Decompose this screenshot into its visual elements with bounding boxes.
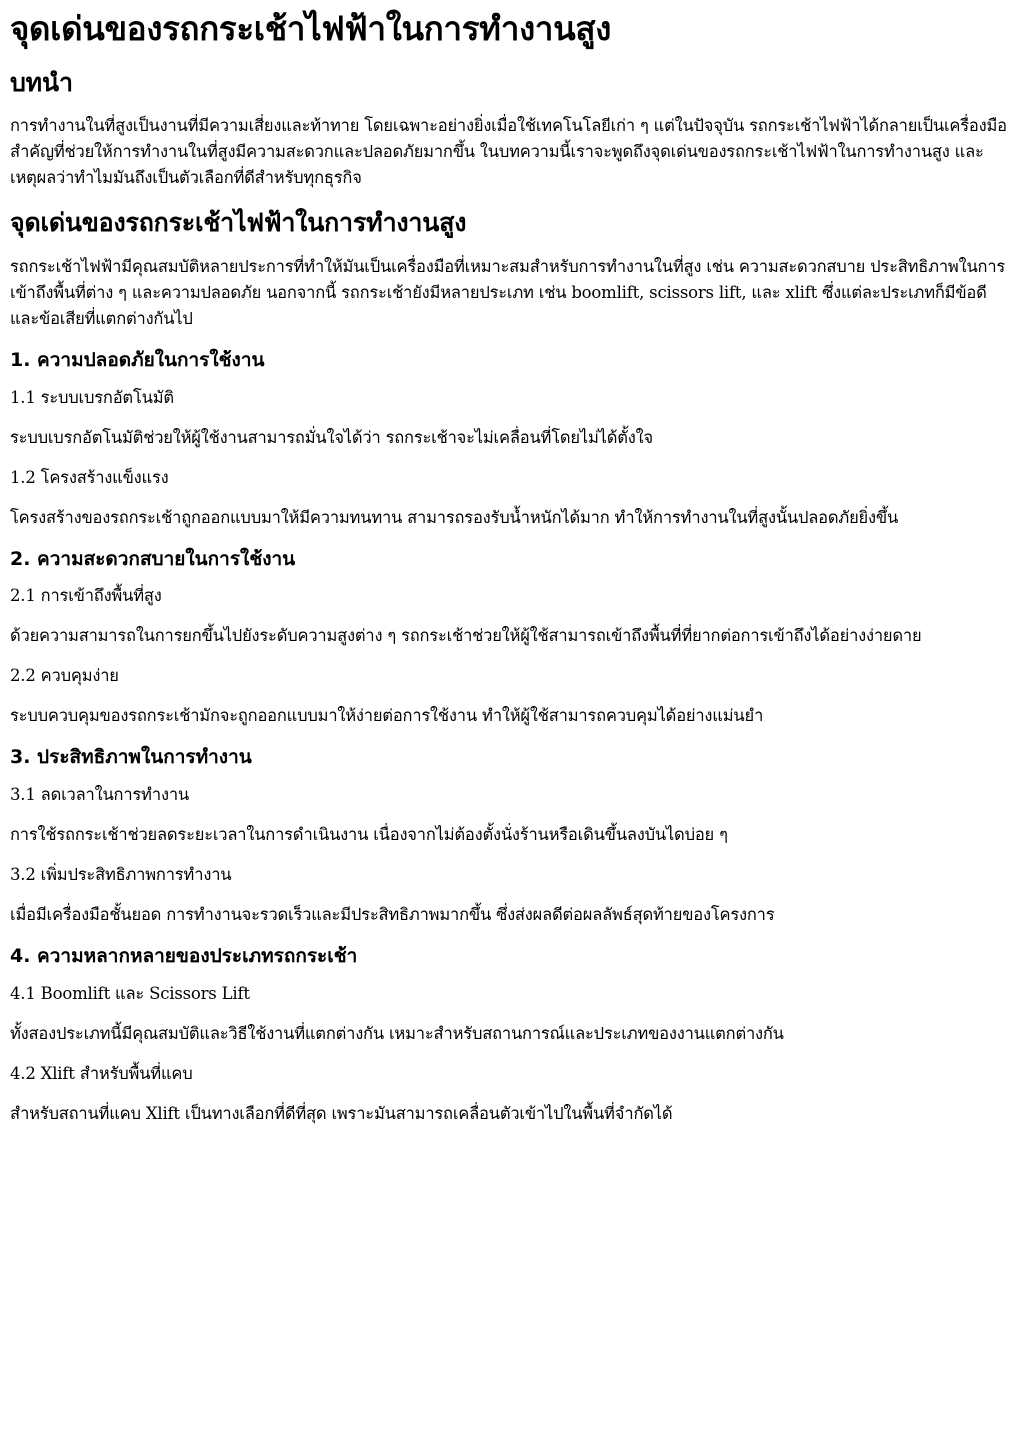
section-2-2-text: ระบบควบคุมของรถกระเช้ามักจะถูกออกแบบมาให้ง่ายต่อการใช้งาน ทำให้ผู้ใช้สามารถควบคุมได้อย่างแม่นยำ xyxy=(10,706,764,726)
section-4-1-subheading: 4.1 Boomlift และ Scissors Lift xyxy=(10,983,250,1003)
section-4-1-text: ทั้งสองประเภทนี้มีคุณสมบัติและวิธีใช้งานที่แตกต่างกัน เหมาะสำหรับสถานการณ์และประเภทของงานแตกต่างกัน xyxy=(10,1023,784,1043)
section-4-2-text: สำหรับสถานที่แคบ Xlift เป็นทางเลือกที่ดีที่สุด เพราะมันสามารถเคลื่อนตัวเข้าไปในพื้นที่จำกัดได้ xyxy=(10,1103,673,1123)
section-3-2-text: เมื่อมีเครื่องมือชั้นยอด การทำงานจะรวดเร็วและมีประสิทธิภาพมากขึ้น ซึ่งส่งผลดีต่อผลลัพธ์สุดท้ายของโครงการ xyxy=(10,904,775,924)
section-1-heading: 1. ความปลอดภัยในการใช้งาน xyxy=(10,348,265,371)
section-2-2-subheading: 2.2 ควบคุมง่าย xyxy=(10,666,119,686)
main-heading: จุดเด่นของรถกระเช้าไฟฟ้าในการทำงานสูง xyxy=(10,208,467,238)
section-2-1-subheading: 2.1 การเข้าถึงพื้นที่สูง xyxy=(10,586,162,606)
section-3-heading: 3. ประสิทธิภาพในการทำงาน xyxy=(10,746,252,769)
section-2-1-text: ด้วยความสามารถในการยกขึ้นไปยังระดับความสูงต่าง ๆ รถกระเช้าช่วยให้ผู้ใช้สามารถเข้าถึงพื้นที่ที่ยากต่อการเข้าถึงได้อย่างง่ายดาย xyxy=(10,626,922,646)
section-1-1-subheading: 1.1 ระบบเบรกอัตโนมัติ xyxy=(10,387,174,407)
section-1-2-text: โครงสร้างของรถกระเช้าถูกออกแบบมาให้มีความทนทาน สามารถรองรับน้ำหนักได้มาก ทำให้การทำงานในที่สูงนั้นปลอดภัยยิ่งขึ้น xyxy=(10,507,899,527)
section-4-heading: 4. ความหลากหลายของประเภทรถกระเช้า xyxy=(10,944,358,967)
section-3-1-text: การใช้รถกระเช้าช่วยลดระยะเวลาในการดำเนินงาน เนื่องจากไม่ต้องตั้งนั่งร้านหรือเดินขึ้นลงบันไดบ่อย ๆ xyxy=(10,824,728,844)
section-3-1-subheading: 3.1 ลดเวลาในการทำงาน xyxy=(10,784,189,804)
section-3-2-subheading: 3.2 เพิ่มประสิทธิภาพการทำงาน xyxy=(10,864,232,884)
intro-paragraph: การทำงานในที่สูงเป็นงานที่มีความเสี่ยงและท้าทาย โดยเฉพาะอย่างยิ่งเมื่อใช้เทคโนโลยีเก่า ๆ แต่ในปัจจุบัน รถกระเช้าไฟฟ้าได้กลายเป็นเครื่องมือสำคัญที่ช่วยให้การทำงานในที่สูงมีความสะดวกและปลอดภัยมากขึ้น ในบทความนี้เราจะพูดถึงจุดเด่นของรถกระเช้าไฟฟ้าในการทำงานสูง และเหตุผลว่าทำไมมันถึงเป็นตัวเลือกที่ดีสำหรับทุกธุรกิจ xyxy=(10,116,1007,188)
section-2-heading: 2. ความสะดวกสบายในการใช้งาน xyxy=(10,547,296,570)
section-1-2-subheading: 1.2 โครงสร้างแข็งแรง xyxy=(10,467,169,487)
section-4-2-subheading: 4.2 Xlift สำหรับพื้นที่แคบ xyxy=(10,1063,193,1083)
page-title: จุดเด่นของรถกระเช้าไฟฟ้าในการทำงานสูง xyxy=(10,9,612,48)
section-1-1-text: ระบบเบรกอัตโนมัติช่วยให้ผู้ใช้งานสามารถมั่นใจได้ว่า รถกระเช้าจะไม่เคลื่อนที่โดยไม่ได้ตั้งใจ xyxy=(10,427,653,447)
intro-heading: บทนำ xyxy=(10,67,73,97)
main-paragraph: รถกระเช้าไฟฟ้ามีคุณสมบัติหลายประการที่ทำให้มันเป็นเครื่องมือที่เหมาะสมสำหรับการทำงานในที่สูง เช่น ความสะดวกสบาย ประสิทธิภาพในการเข้าถึงพื้นที่ต่าง ๆ และความปลอดภัย นอกจากนี้ รถกระเช้ายังมีหลายประเภท เช่น boomlift, scissors lift, และ xlift ซึ่งแต่ละประเภทก็มีข้อดีและข้อเสียที่แตกต่างกันไป xyxy=(10,256,1006,328)
